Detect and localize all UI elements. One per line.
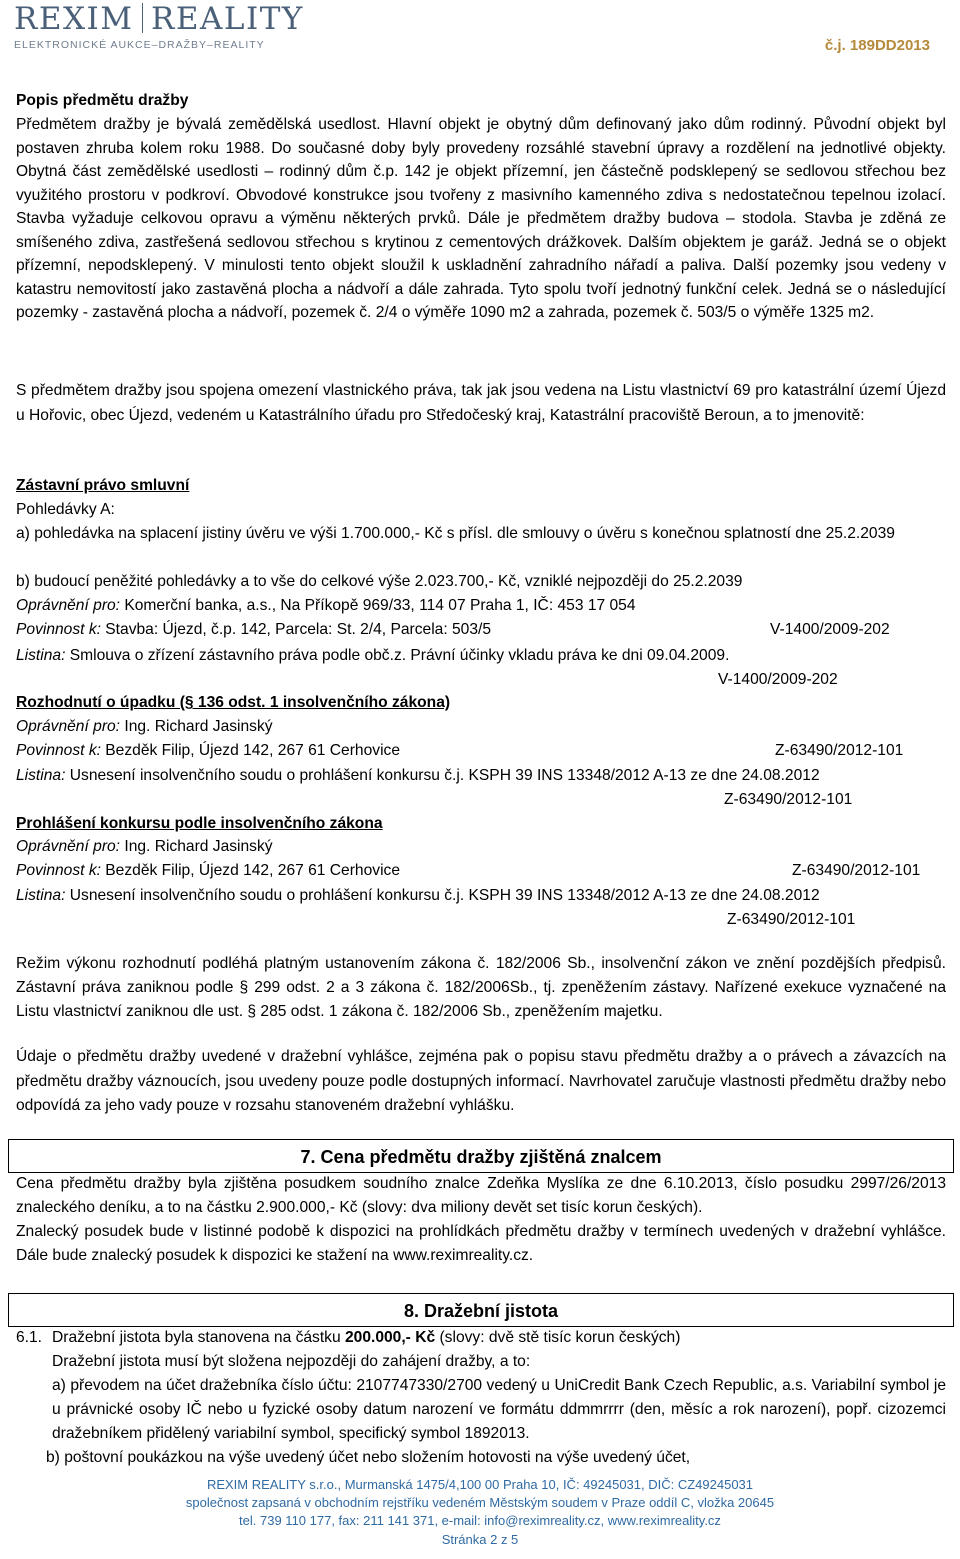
pohledavky-label: Pohledávky A: <box>16 501 115 518</box>
jistota-words: (slovy: dvě stě tisíc korun českých) <box>435 1329 681 1346</box>
jistota-option-a: a) převodem na účet dražebníka číslo účtu: 2107747330/2700 vedený u UniCredit Bank Czech Republic, a.s. Variabilní symbol je u právnické osoby IČ nebo u fyzické osoby datum narození ve formátu ddmmrrrr (den, měsíc a rok narození), popř. cizozemci dražebníkem přidělený variabilní symbol, specifický symbol 1892013. <box>52 1377 946 1442</box>
listina-ref-1: V-1400/2009-202 <box>718 671 838 688</box>
listina-value: Smlouva o zřízení zástavního práva podle obč.z. Právní účinky vkladu práva ke dni 09.04.2009. <box>65 647 730 664</box>
listina-ref-3: Z-63490/2012-101 <box>727 911 856 928</box>
povinnost-value: Bezděk Filip, Újezd 142, 267 61 Cerhovice <box>100 862 400 879</box>
jistota-amount-line <box>52 1326 680 1350</box>
povinnost-ref-1: V-1400/2009-202 <box>770 621 890 638</box>
logo-left: REXIM <box>14 1 134 37</box>
jistota-option-b: b) poštovní poukázkou na výše uvedený účet nebo složením hotovosti na výše uvedený účet, <box>46 1449 691 1466</box>
opravneni-label: Oprávnění pro: <box>16 838 121 855</box>
povinnost-ref-2: Z-63490/2012-101 <box>775 742 904 759</box>
omezeni-paragraph: S předmětem dražby jsou spojena omezení vlastnického práva, tak jak jsou vedena na Listu vlastnictví 69 pro katastrální území Újezd u Hořovic, obec Újezd, vedeném u Katastrálního úřadu pro Středočeský kraj, Katastrální pracoviště Beroun, a to jmenovitě: <box>16 382 946 424</box>
opravneni-value: Ing. Richard Jasinský <box>120 718 273 735</box>
jistota-deadline: Dražební jistota musí být složena nejpozději do zahájení dražby, a to: <box>52 1353 531 1370</box>
listina-ref-2: Z-63490/2012-101 <box>724 791 853 808</box>
upadek-title: Rozhodnutí o úpadku (§ 136 odst. 1 insolvenčního zákona) <box>16 694 451 711</box>
logo-right: REALITY <box>151 1 304 37</box>
povinnost-label: Povinnost k: <box>16 862 101 879</box>
footer-registry: společnost zapsaná v obchodním rejstříku vedeném Městským soudem v Praze oddíl C, vložka 20645 <box>185 1495 775 1510</box>
pohledavka-a: a) pohledávka na splacení jistiny úvěru ve výši 1.700.000,- Kč s přísl. dle smlouvy o úvěru s konečnou splatností dne 25.2.2039 <box>16 525 895 542</box>
opravneni-row-3 <box>16 835 946 859</box>
footer-contact: tel. 739 110 177, fax: 211 141 371, e-mail: info@reximreality.cz, www.reximreality.cz <box>239 1513 721 1528</box>
listina-value: Usnesení insolvenčního soudu o prohlášení konkursu č.j. KSPH 39 INS 13348/2012 A-13 ze dne 24.08.2012 <box>65 887 820 904</box>
udaje-paragraph: Údaje o předmětu dražby uvedené v dražební vyhlášce, zejména pak o popisu stavu předmětu dražby a o právech a závazcích na předmětu dražby váznoucích, jsou uvedeny pouze podle dostupných informací. Navrhovatel zaručuje vlastnosti předmětu dražby nebo odpovídá za jeho vady pouze v rozsahu stanoveném dražební vyhlášku. <box>16 1048 946 1114</box>
jistota-text: Dražební jistota byla stanovena na částku <box>52 1329 345 1346</box>
reference-number: č.j. 189DD2013 <box>824 37 930 54</box>
povinnost-value: Stavba: Újezd, č.p. 142, Parcela: St. 2/4, Parcela: 503/5 <box>100 621 492 638</box>
section-8-heading: 8. Dražební jistota <box>8 1293 954 1327</box>
povinnost-label: Povinnost k: <box>16 742 101 759</box>
rezim-paragraph: Režim výkonu rozhodnutí podléhá platným ustanovením zákona č. 182/2006 Sb., insolvenční zákon ve znění pozdějších předpisů. Zástavní práva zaniknou podle § 299 odst. 2 a 3 zákona č. 182/2006Sb., tj. zpeněžením zástavy. Nařízené exekuce vyznačené na Listu vlastnictví zaniknou dle ust. § 285 odst. 1 zákona č. 182/2006 Sb., zpeněžením majetku. <box>16 955 946 1020</box>
zastavni-title: Zástavní právo smluvní <box>16 477 190 494</box>
opravneni-label: Oprávnění pro: <box>16 718 121 735</box>
opravneni-value: Ing. Richard Jasinský <box>120 838 273 855</box>
logo-divider <box>142 3 144 33</box>
listina-value: Usnesení insolvenčního soudu o prohlášení konkursu č.j. KSPH 39 INS 13348/2012 A-13 ze dne 24.08.2012 <box>65 767 820 784</box>
povinnost-label: Povinnost k: <box>16 621 101 638</box>
povinnost-ref-3: Z-63490/2012-101 <box>792 862 921 879</box>
section-7-paragraph-2: Znalecký posudek bude v listinné podobě k dispozici na prohlídkách předmětu dražby v termínech uvedených v dražební vyhlášce. Dále bude znalecký posudek k dispozici ke stažení na www.reximreality.cz. <box>16 1223 946 1264</box>
jistota-amount: 200.000,- Kč <box>344 1329 436 1346</box>
footer-company: REXIM REALITY s.r.o., Murmanská 1475/4,100 00 Praha 10, IČ: 49245031, DIČ: CZ49245031 <box>206 1477 754 1492</box>
opravneni-label: Oprávnění pro: <box>16 597 121 614</box>
logo <box>14 0 304 38</box>
opravneni-row-2 <box>16 715 946 739</box>
listina-label: Listina: <box>16 767 66 784</box>
povinnost-value: Bezděk Filip, Újezd 142, 267 61 Cerhovice <box>100 742 400 759</box>
logo-subtitle: ELEKTRONICKÉ AUKCE–DRAŽBY–REALITY <box>14 39 265 51</box>
popis-paragraph: Předmětem dražby je bývalá zemědělská usedlost. Hlavní objekt je obytný dům definovaný jako dům rodinný. Původní objekt byl postaven zhruba kolem roku 1988. Do současné doby byly provedeny rozsáhlé stavební úpravy a rozdělení na jednotlivé objekty. Obytná část zemědělské usedlosti – rodinný dům č.p. 142 je objekt přízemní, jen částečně podsklepený se sedlovou střechou bez využitého prostoru v podkroví. Obvodové konstrukce jsou tvořeny z masivního kamenného zdiva s nedostatečnou tepelnou izolací. Stavba vyžaduje celkovou opravu a výměnu některých prvků. Dále je předmětem dražby budova – stodola. Stavba je zděná ze smíšeného zdiva, zastřešená sedlovou střechou s krytinou z cementových drážkovek. Dalším objektem je garáž. Jedná se o objekt přízemní, nepodsklepený. V minulosti tento objekt sloužil k uskladnění zahradního nářadí a paliva. Další pozemky jsou vedeny v katastru nemovitostí jako zastavěná plocha a nádvoří a dále zahrada. Tyto spolu tvoří jednotný funkční celek. Jedná se o následující pozemky - zastavěná plocha a nádvoří, pozemek č. 2/4 o výměře 1090 m2 a zahrada, pozemek č. 503/5 o výměře 1325 m2. <box>16 116 946 321</box>
page-number: Stránka 2 z 5 <box>441 1532 519 1547</box>
section-7-heading: 7. Cena předmětu dražby zjištěná znalcem <box>8 1139 954 1173</box>
opravneni-row-1 <box>16 594 946 618</box>
section-7-paragraph-1: Cena předmětu dražby byla zjištěna posudkem soudního znalce Zdeňka Myslíka ze dne 6.10.2013, číslo posudku 2997/26/2013 znaleckého deníku, a to na částku 2.900.000,- Kč (slovy: dva miliony devět set tisíc korun českých). <box>16 1175 946 1216</box>
pohledavka-b: b) budoucí peněžité pohledávky a to vše do celkové výše 2.023.700,- Kč, vzniklé nejpozději do 25.2.2039 <box>16 573 743 590</box>
item-number: 6.1. <box>16 1329 43 1346</box>
section-title-popis: Popis předmětu dražby <box>16 92 189 109</box>
listina-row-3 <box>16 884 946 908</box>
konkurs-title: Prohlášení konkursu podle insolvenčního zákona <box>16 815 383 832</box>
opravneni-value: Komerční banka, a.s., Na Příkopě 969/33, 114 07 Praha 1, IČ: 453 17 054 <box>120 597 636 614</box>
listina-label: Listina: <box>16 647 66 664</box>
listina-label: Listina: <box>16 887 66 904</box>
listina-row-1 <box>16 644 946 668</box>
listina-row-2 <box>16 764 946 788</box>
